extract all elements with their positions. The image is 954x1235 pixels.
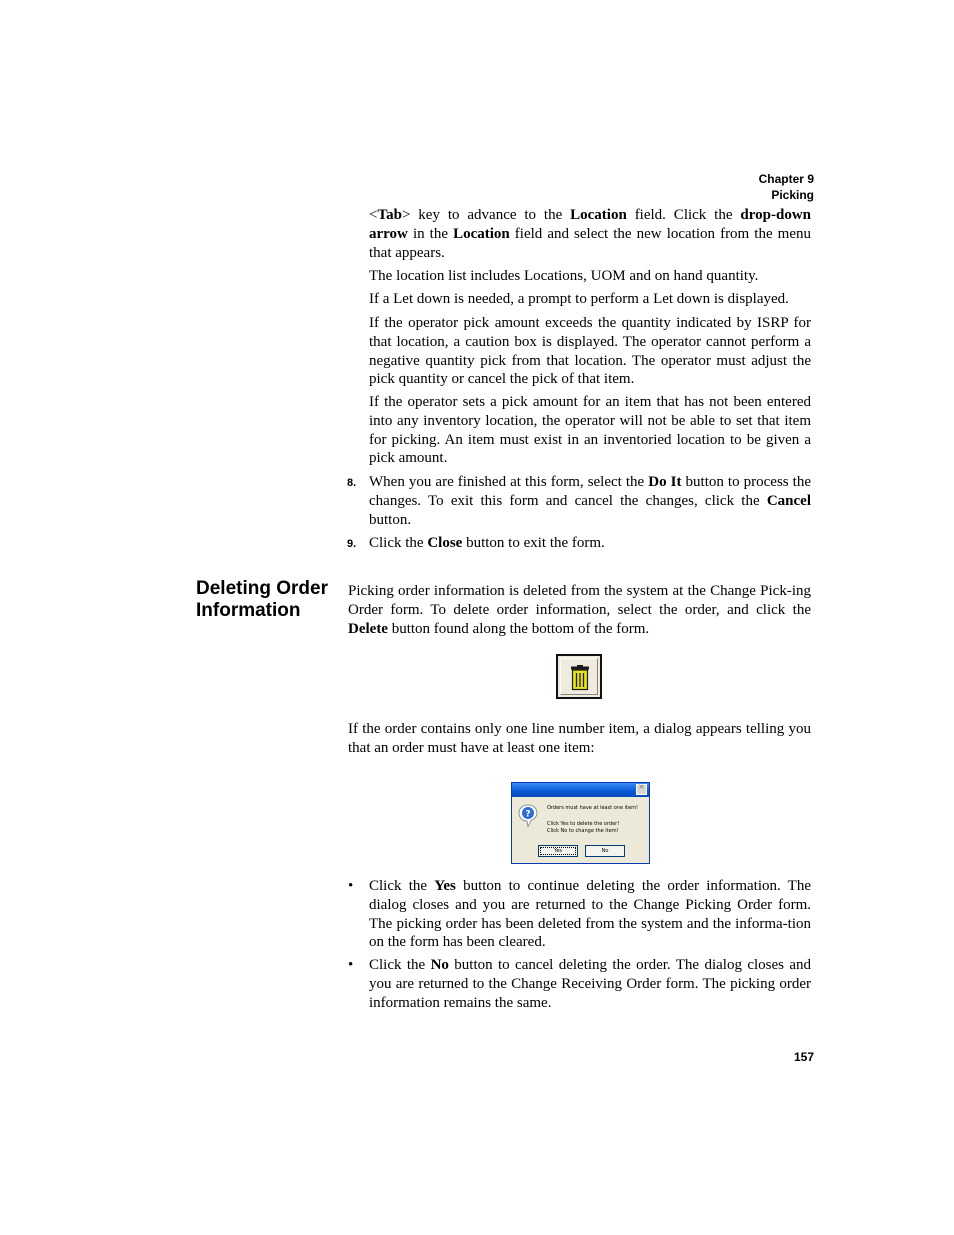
text-run: in the xyxy=(407,225,454,242)
intro-paragraph xyxy=(348,582,811,638)
confirmation-dialog xyxy=(511,782,650,864)
step-text xyxy=(369,534,811,553)
svg-text:?: ? xyxy=(525,809,531,820)
text-run: If the operator pick amount exceeds the quantity indicated by ISRP for that location, a caution box is displayed. The operator cannot perform a negative quantity pick from that location. The operator must adjust the pick quantity or cancel the pick of that item. xyxy=(369,315,811,388)
delete-button-illustration xyxy=(556,654,602,699)
text-run: > key to advance to the xyxy=(401,207,571,223)
bullet-marker: • xyxy=(348,957,354,973)
bold-term: Location xyxy=(570,207,627,223)
text-run: button to process the changes. To exit this form and cancel the changes, click the xyxy=(369,474,811,509)
continued-paragraph xyxy=(369,290,811,309)
section-heading: Deleting Order Information xyxy=(196,578,328,621)
continued-paragraph xyxy=(369,206,811,262)
trash-can-icon xyxy=(570,665,590,691)
text-run: When you are finished at this form, select the xyxy=(369,474,649,490)
text-run: Click the xyxy=(369,957,431,973)
bold-term: Delete xyxy=(348,620,388,637)
text-run: field and select the new location from the menu that appears. xyxy=(369,225,811,261)
text-run: button. xyxy=(369,511,412,528)
text-run: Picking order information is deleted from the system at the Change Pick-ing Order form. To delete order information, select the order, and click the xyxy=(348,583,811,618)
bold-term: Location xyxy=(453,225,510,242)
bold-term: Tab xyxy=(377,207,402,223)
continued-paragraph xyxy=(369,267,811,286)
text-run: button to continue deleting the order information. The dialog closes and you are returned to the Change Picking Order form. The picking order has been deleted from the system and the informa-tion on the form has been cleared. xyxy=(369,878,812,951)
bullet-text xyxy=(369,956,811,1012)
dialog-close-button[interactable] xyxy=(636,784,647,795)
chapter-label: Chapter 9 xyxy=(758,172,814,186)
question-icon xyxy=(518,804,538,828)
dialog-yes-button[interactable]: Yes xyxy=(538,845,578,857)
text-run: < xyxy=(369,207,378,223)
page-number: 157 xyxy=(793,1050,814,1064)
bold-term: drop-down arrow xyxy=(369,207,811,242)
dialog-hint: Click Yes to delete the order! xyxy=(547,821,620,827)
bold-term: Cancel xyxy=(766,492,811,509)
bullet-marker: • xyxy=(348,878,354,894)
text-run: button to cancel deleting the order. The dialog closes and you are returned to the Change Receiving Order form. The picking order information remains the same. xyxy=(369,957,812,1011)
continued-paragraph xyxy=(369,393,811,468)
dialog-titlebar xyxy=(512,783,649,797)
text-run: If the order contains only one line number item, a dialog appears telling you that an order must have at least one item: xyxy=(348,721,811,756)
text-run: The location list includes Locations, UOM and on hand quantity. xyxy=(369,268,759,284)
close-icon: × xyxy=(638,782,645,791)
text-run: button found along the bottom of the form. xyxy=(387,620,650,637)
text-run: If a Let down is needed, a prompt to perform a Let down is displayed. xyxy=(369,291,789,307)
text-run: button to exit the form. xyxy=(462,535,605,551)
bullet-text xyxy=(369,877,811,952)
bold-term: Yes xyxy=(434,878,456,894)
step-text xyxy=(369,473,811,529)
text-run: Click the xyxy=(369,535,428,551)
dialog-intro-paragraph xyxy=(348,720,811,758)
step-number: 9. xyxy=(347,538,357,550)
dialog-message: Orders must have at least one item! xyxy=(547,805,638,811)
dialog-no-button[interactable]: No xyxy=(585,845,625,857)
bold-term: No xyxy=(430,957,449,973)
continued-paragraph xyxy=(369,314,811,389)
step-number: 8. xyxy=(347,477,357,489)
section-label: Picking xyxy=(771,188,814,202)
text-run: Click the xyxy=(369,878,435,894)
bold-term: Close xyxy=(427,535,463,551)
bold-term: Do It xyxy=(648,474,682,490)
text-run: field. Click the xyxy=(626,207,741,223)
text-run: If the operator sets a pick amount for an item that has not been entered into any inventory location, the operator will not be able to set that item for picking. An item must exist in an inventoried location to be given a pick amount. xyxy=(369,394,811,467)
dialog-hint: Click No to change the item! xyxy=(547,828,619,834)
